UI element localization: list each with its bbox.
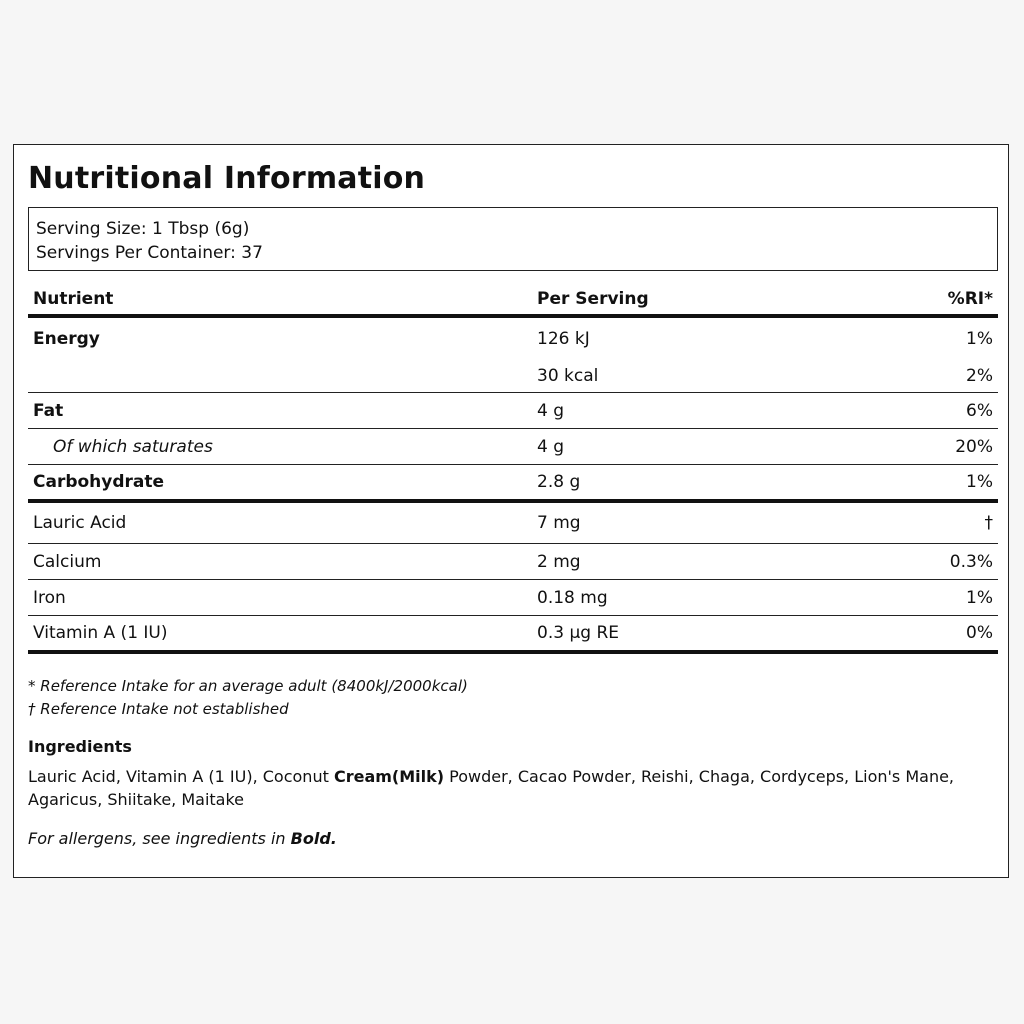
per-serving-value: 0.18 mg	[537, 587, 608, 608]
allergen-note	[28, 829, 337, 848]
ingredients-heading: Ingredients	[28, 737, 132, 756]
header-per-serving: Per Serving	[537, 288, 649, 309]
per-serving-value: 7 mg	[537, 513, 581, 533]
table-row	[28, 359, 998, 393]
ri-footnote: * Reference Intake for an average adult (8400kJ/2000kcal)	[28, 677, 468, 695]
nutrient-name: Calcium	[33, 551, 102, 572]
nutrient-name: Of which saturates	[53, 436, 213, 457]
per-serving-value: 2.8 g	[537, 472, 581, 492]
ri-value: 6%	[966, 400, 993, 421]
footnotes	[28, 675, 468, 721]
nutrition-panel	[13, 144, 1009, 878]
ingredients-text-start: Lauric Acid, Vitamin A (1 IU), Coconut	[28, 767, 334, 786]
dagger-footnote: † Reference Intake not established	[28, 700, 289, 718]
servings-per-container: Servings Per Container: 37	[36, 243, 263, 263]
ri-value: †	[984, 513, 993, 533]
ri-value: 0.3%	[949, 551, 993, 572]
table-row	[28, 465, 998, 503]
per-serving-value: 126 kJ	[537, 328, 590, 349]
table-row	[28, 544, 998, 580]
allergen-text: For allergens, see ingredients in	[28, 829, 291, 848]
table-row	[28, 393, 998, 429]
table-row	[28, 616, 998, 654]
ingredients-list	[28, 765, 1003, 811]
nutrient-name: Energy	[33, 328, 100, 349]
per-serving-value: 4 g	[537, 436, 565, 457]
allergen-ingredient: Cream(Milk)	[333, 767, 445, 786]
table-row	[28, 318, 998, 359]
allergen-bold-word: Bold.	[290, 829, 337, 848]
table-header	[28, 283, 998, 318]
per-serving-value: 30 kcal	[537, 365, 599, 386]
per-serving-value: 2 mg	[537, 551, 581, 572]
serving-info-box	[28, 207, 998, 271]
table-row	[28, 580, 998, 616]
ingredients-text-end: Powder, Cacao Powder, Reishi, Chaga, Cordyceps, Lion's Mane, Agaricus, Shiitake, Maitake	[28, 767, 955, 809]
header-nutrient: Nutrient	[33, 288, 114, 309]
per-serving-value: 4 g	[537, 400, 565, 421]
ri-value: 1%	[966, 328, 993, 349]
nutrient-name: Lauric Acid	[33, 513, 127, 533]
panel-title: Nutritional Information	[28, 161, 426, 196]
table-row	[28, 503, 998, 544]
per-serving-value: 0.3 µg RE	[537, 623, 620, 643]
nutrient-name: Fat	[33, 400, 64, 421]
nutrient-name: Carbohydrate	[33, 472, 165, 492]
ri-value: 2%	[966, 365, 993, 386]
serving-size: Serving Size: 1 Tbsp (6g)	[36, 219, 250, 239]
nutrition-table	[28, 283, 998, 654]
nutrient-name: Iron	[33, 587, 66, 608]
nutrient-name: Vitamin A (1 IU)	[33, 623, 168, 643]
table-row	[28, 429, 998, 465]
ri-value: 20%	[955, 436, 993, 457]
ri-value: 1%	[966, 472, 993, 492]
ri-value: 0%	[966, 623, 993, 643]
header-ri: %RI*	[947, 288, 993, 309]
ri-value: 1%	[966, 587, 993, 608]
